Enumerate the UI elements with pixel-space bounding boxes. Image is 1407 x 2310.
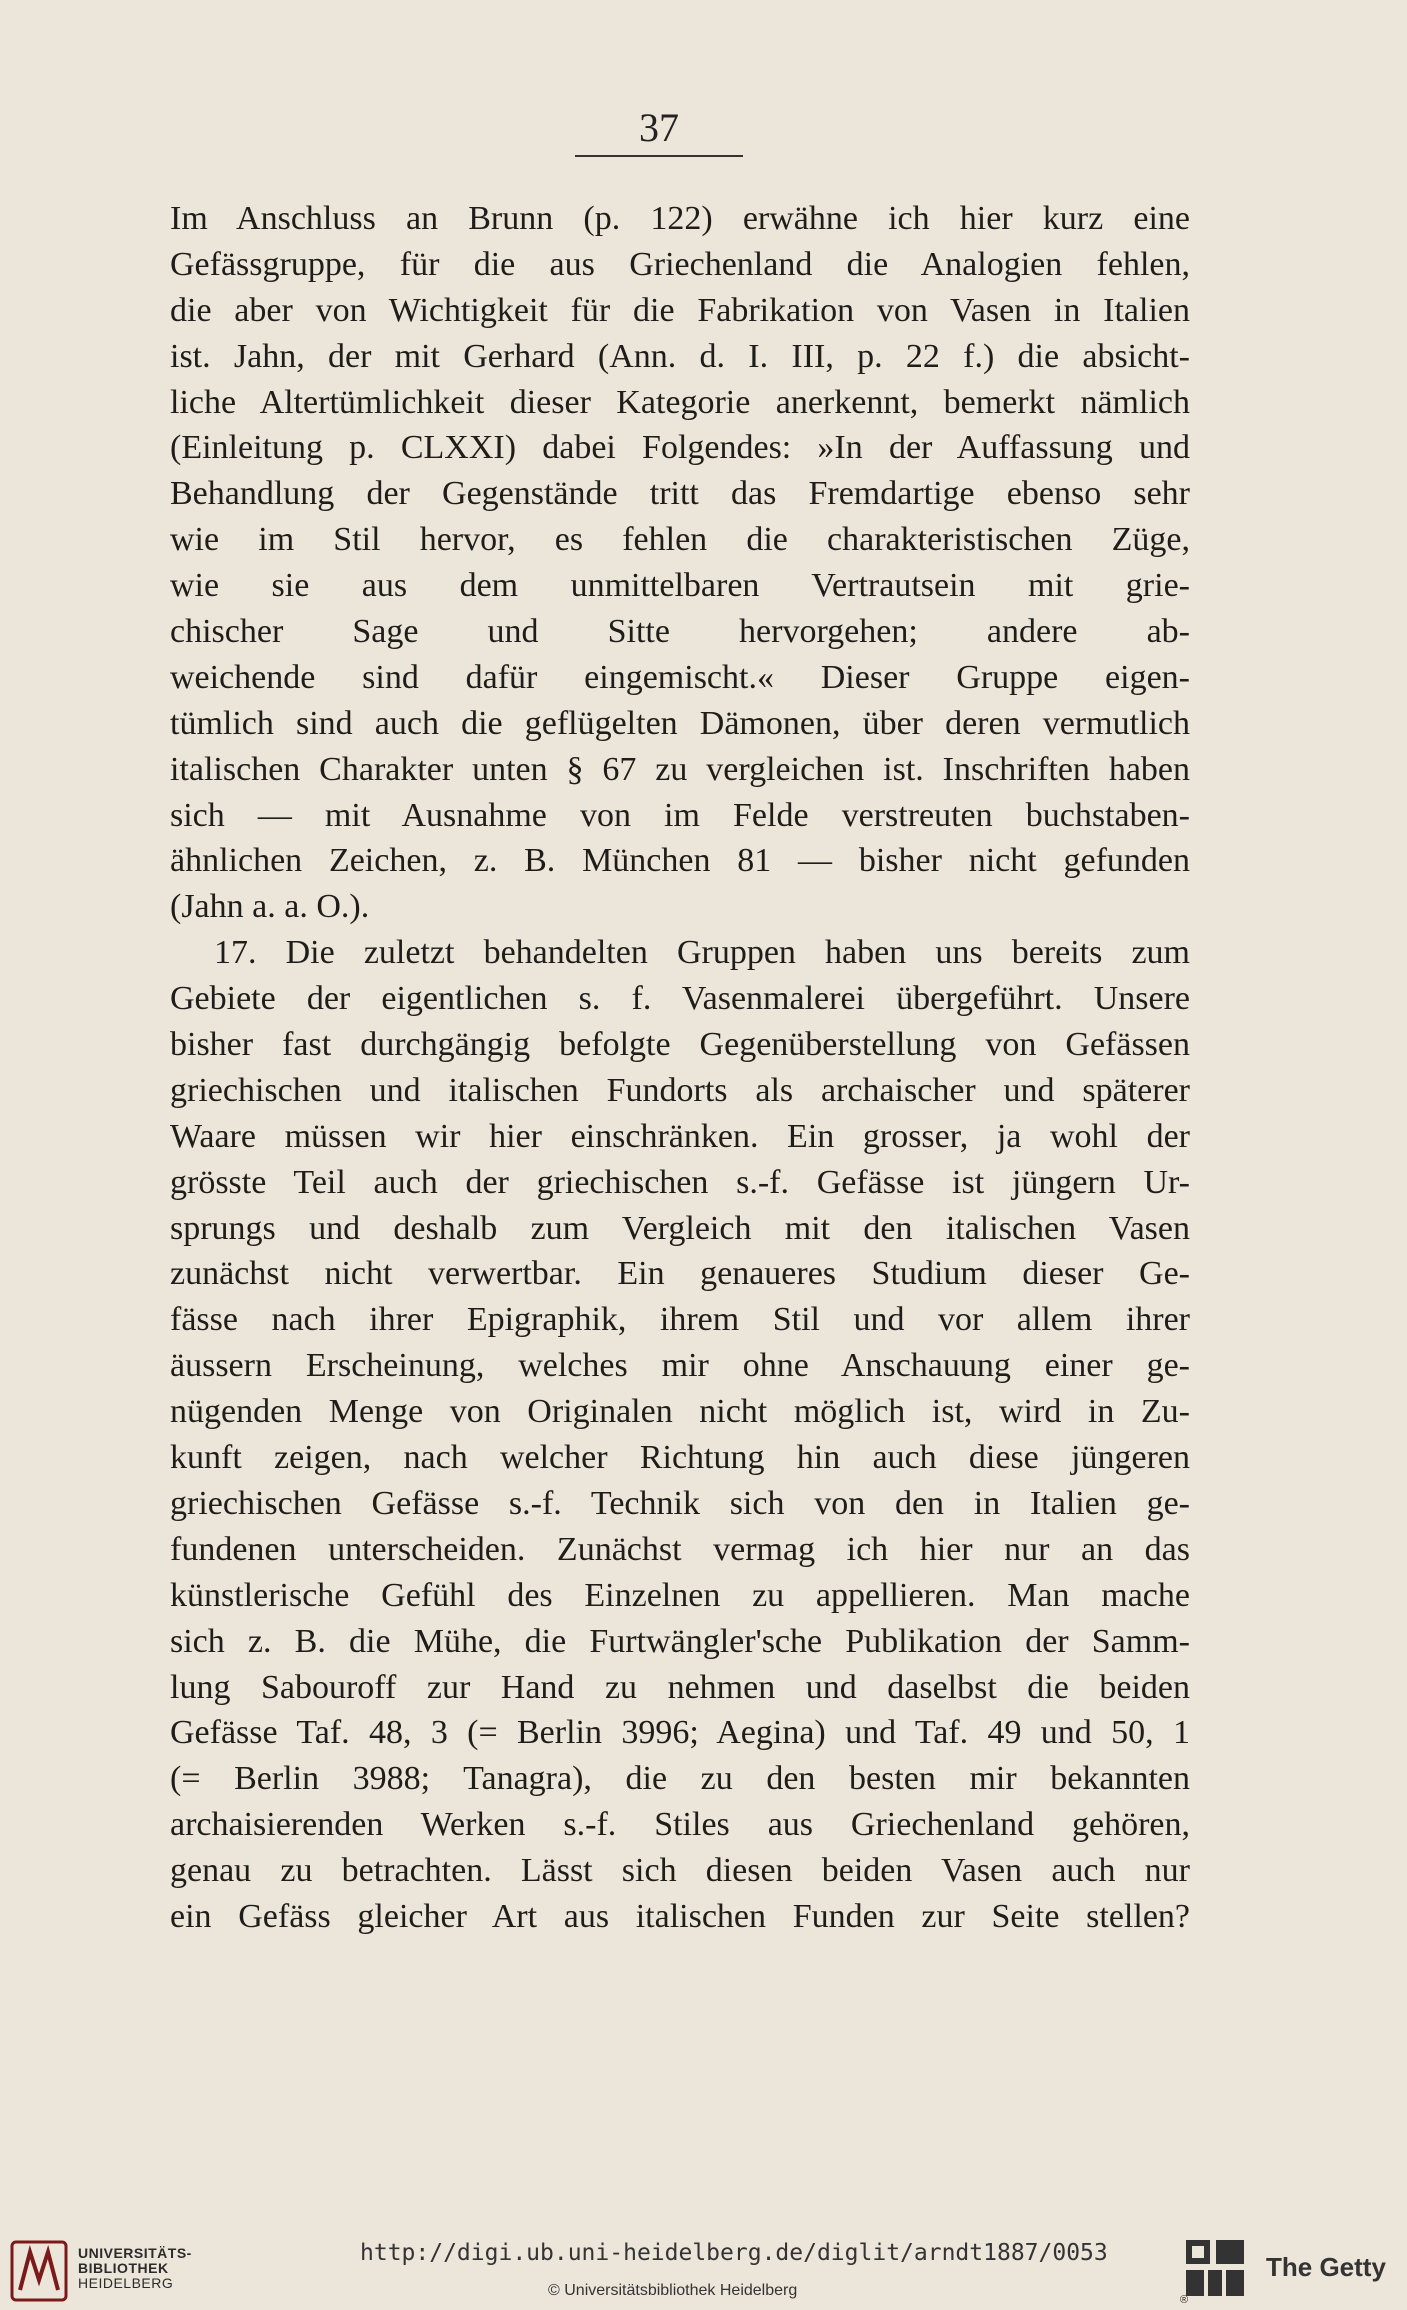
getty-name: The Getty	[1266, 2252, 1386, 2282]
text-line: (Einleitung p. CLXXI) dabei Folgendes: »In der Auffassung und	[170, 429, 1190, 467]
text-line: Waare müssen wir hier einschränken. Ein grosser, ja wohl der	[170, 1117, 1190, 1155]
text-line: griechischen und italischen Fundorts als archaischer und späterer	[170, 1071, 1190, 1109]
text-line: sich z. B. die Mühe, die Furtwängler'sche Publikation der Samm-	[170, 1622, 1190, 1660]
text-line: tümlich sind auch die geflügelten Dämonen, über deren vermutlich	[170, 704, 1190, 742]
text-line: fundenen unterscheiden. Zunächst vermag ich hier nur an das	[170, 1530, 1190, 1568]
text-line: ein Gefäss gleicher Art aus italischen Funden zur Seite stellen?	[170, 1897, 1190, 1935]
text-line: liche Altertümlichkeit dieser Kategorie anerkennt, bemerkt nämlich	[170, 383, 1190, 421]
text-line: Gebiete der eigentlichen s. f. Vasenmalerei übergeführt. Unsere	[170, 980, 1190, 1018]
registered-mark: ®	[1180, 2294, 1189, 2306]
university-seal-icon	[10, 2240, 68, 2302]
text-line: (= Berlin 3988; Tanagra), die zu den besten mir bekannten	[170, 1760, 1190, 1798]
text-line: Gefässe Taf. 48, 3 (= Berlin 3996; Aegina) und Taf. 49 und 50, 1	[170, 1714, 1190, 1752]
footer	[0, 2228, 1407, 2310]
copyright: © Universitätsbibliothek Heidelberg	[548, 2282, 798, 2299]
text-line: grösste Teil auch der griechischen s.-f. Gefässe ist jüngern Ur-	[170, 1163, 1190, 1201]
text-line: Gefässgruppe, für die aus Griechenland die Analogien fehlen,	[170, 245, 1190, 283]
section-17-start: 17. Die zuletzt behandelten Gruppen haben uns bereits zum	[214, 934, 1190, 972]
uni-line-3: HEIDELBERG	[78, 2275, 174, 2291]
permalink[interactable]: http://digi.ub.uni-heidelberg.de/diglit/arndt1887/0053	[360, 2240, 1108, 2266]
text-line: äussern Erscheinung, welches mir ohne Anschauung einer ge-	[170, 1347, 1190, 1385]
text-line: Im Anschluss an Brunn (p. 122) erwähne ich hier kurz eine	[170, 200, 1190, 237]
text-line: weichende sind dafür eingemischt.« Dieser Gruppe eigen-	[170, 658, 1190, 696]
text-line: sich — mit Ausnahme von im Felde verstreuten buchstaben-	[170, 796, 1190, 834]
text-line: fässe nach ihrer Epigraphik, ihrem Stil und vor allem ihrer	[170, 1301, 1190, 1339]
text-line: nügenden Menge von Originalen nicht möglich ist, wird in Zu-	[170, 1393, 1190, 1431]
text-line: ähnlichen Zeichen, z. B. München 81 — bisher nicht gefunden	[170, 842, 1190, 880]
text-line: die aber von Wichtigkeit für die Fabrikation von Vasen in Italien	[170, 291, 1190, 329]
text-line: kunft zeigen, nach welcher Richtung hin auch diese jüngeren	[170, 1439, 1190, 1477]
uni-line-1: UNIVERSITÄTS-	[78, 2245, 192, 2261]
text-line: chischer Sage und Sitte hervorgehen; andere ab-	[170, 613, 1190, 651]
text-line: genau zu betrachten. Lässt sich diesen beiden Vasen auch nur	[170, 1852, 1190, 1890]
text-line: zunächst nicht verwertbar. Ein genaueres Studium dieser Ge-	[170, 1255, 1190, 1293]
text-line: ist. Jahn, der mit Gerhard (Ann. d. I. III, p. 22 f.) die absicht-	[170, 337, 1190, 375]
text-line: sprungs und deshalb zum Vergleich mit den italischen Vasen	[170, 1209, 1190, 1247]
uni-line-2: BIBLIOTHEK	[78, 2260, 169, 2276]
text-line: archaisierenden Werken s.-f. Stiles aus Griechenland gehören,	[170, 1806, 1190, 1844]
text-line: griechischen Gefässe s.-f. Technik sich von den in Italien ge-	[170, 1484, 1190, 1522]
text-line: wie im Stil hervor, es fehlen die charakteristischen Züge,	[170, 521, 1190, 559]
text-line: lung Sabouroff zur Hand zu nehmen und daselbst die beiden	[170, 1668, 1190, 1706]
text-line: künstlerische Gefühl des Einzelnen zu appellieren. Man mache	[170, 1576, 1190, 1614]
body-text	[170, 196, 1190, 1940]
text-line: Behandlung der Gegenstände tritt das Fremdartige ebenso sehr	[170, 475, 1190, 513]
text-line: (Jahn a. a. O.).	[170, 888, 370, 926]
text-line: italischen Charakter unten § 67 zu vergleichen ist. Inschriften haben	[170, 750, 1190, 788]
getty-logo-icon	[1184, 2238, 1246, 2298]
university-library-name	[78, 2246, 192, 2291]
text-line: bisher fast durchgängig befolgte Gegenüberstellung von Gefässen	[170, 1026, 1190, 1064]
page-number: 37	[575, 104, 743, 157]
text-line: wie sie aus dem unmittelbaren Vertrautsein mit grie-	[170, 567, 1190, 605]
